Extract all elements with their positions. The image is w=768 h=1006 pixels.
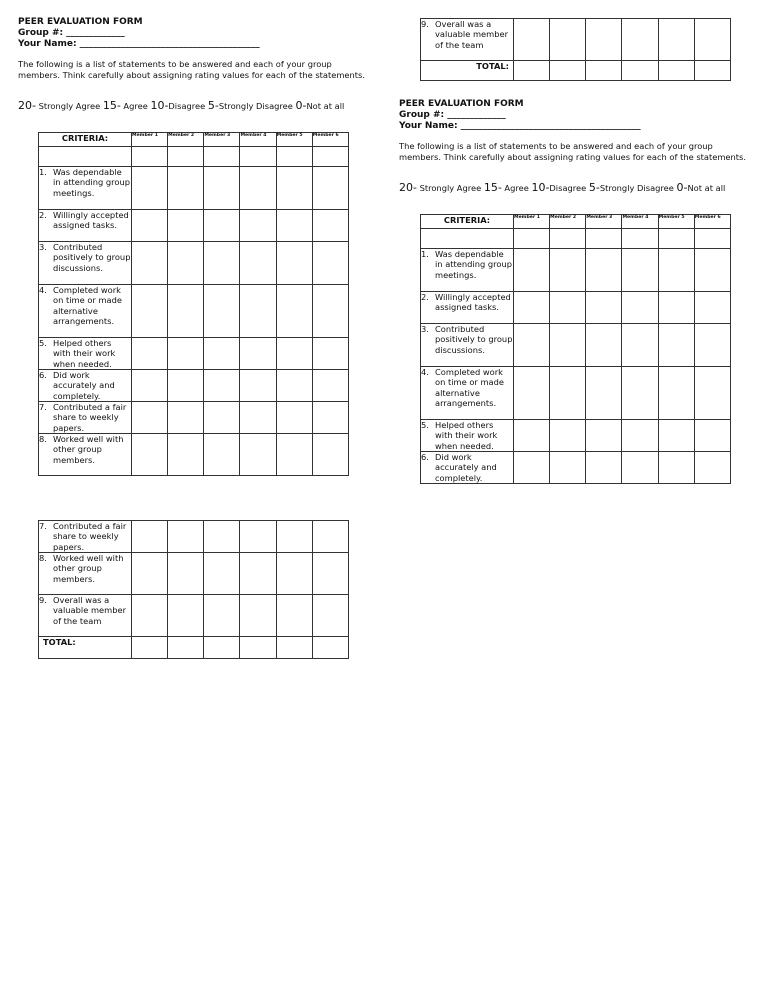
total-cell[interactable] <box>514 61 550 81</box>
table-row <box>421 324 731 367</box>
table-cell <box>39 147 132 167</box>
criterion-1 <box>39 167 132 210</box>
rating-cell[interactable] <box>240 521 276 553</box>
rating-cell[interactable] <box>204 370 240 402</box>
scale-num: 0- <box>676 181 688 194</box>
criterion-number: 6. <box>39 370 47 380</box>
form-header-left <box>18 17 260 50</box>
rating-cell[interactable] <box>312 338 348 370</box>
scale-label: Disagree <box>549 183 589 193</box>
table-row <box>39 434 349 476</box>
rating-cell[interactable] <box>276 521 312 553</box>
criterion-7 <box>39 521 132 553</box>
rating-cell[interactable] <box>132 167 168 210</box>
criterion-6 <box>421 452 514 484</box>
rating-cell[interactable] <box>622 452 658 484</box>
rating-cell[interactable] <box>132 147 168 167</box>
total-cell[interactable] <box>204 637 240 659</box>
form-title: PEER EVALUATION FORM <box>18 17 143 27</box>
scale-label: Strongly Disagree <box>599 183 677 193</box>
criterion-text: Was dependable in attending group meetings. <box>435 249 512 280</box>
rating-cell[interactable] <box>204 521 240 553</box>
rating-cell[interactable] <box>658 420 694 452</box>
table-cell <box>421 229 514 249</box>
total-cell[interactable] <box>586 61 622 81</box>
rating-cell[interactable] <box>694 19 730 61</box>
scale-num: 20- <box>18 99 36 112</box>
rating-cell[interactable] <box>658 452 694 484</box>
rating-cell[interactable] <box>514 229 550 249</box>
scale-label: Strongly Disagree <box>218 101 296 111</box>
scale-label: Disagree <box>168 101 208 111</box>
rating-cell[interactable] <box>240 402 276 434</box>
scale-num: 10- <box>150 99 169 112</box>
rating-cell[interactable] <box>694 367 730 420</box>
scale-num: 15- <box>102 99 121 112</box>
criterion-1 <box>421 249 514 292</box>
total-label: TOTAL: <box>39 637 132 659</box>
your-name-field[interactable]: Your Name: ________________________________________ <box>18 39 260 49</box>
rating-cell[interactable] <box>168 147 204 167</box>
rating-cell[interactable] <box>168 210 204 242</box>
member-header: Member 3 <box>204 133 240 147</box>
rating-cell[interactable] <box>514 452 550 484</box>
criterion-number: 3. <box>421 324 429 334</box>
rating-cell[interactable] <box>550 420 586 452</box>
criterion-5 <box>39 338 132 370</box>
criterion-number: 2. <box>421 292 429 302</box>
rating-cell[interactable] <box>586 292 622 324</box>
total-cell[interactable] <box>312 637 348 659</box>
criterion-text: Willingly accepted assigned tasks. <box>435 292 511 313</box>
member-header: Member 5 <box>658 215 694 229</box>
criterion-4 <box>421 367 514 420</box>
rating-cell[interactable] <box>276 370 312 402</box>
total-cell[interactable] <box>550 61 586 81</box>
rating-cell[interactable] <box>240 370 276 402</box>
rating-cell[interactable] <box>240 167 276 210</box>
scale-label: Strongly Agree <box>416 183 484 193</box>
rating-cell[interactable] <box>240 210 276 242</box>
rating-cell[interactable] <box>622 292 658 324</box>
criterion-text: Did work accurately and completely. <box>53 370 115 401</box>
rating-cell[interactable] <box>204 147 240 167</box>
rating-cell[interactable] <box>168 595 204 637</box>
rating-cell[interactable] <box>132 553 168 595</box>
rating-cell[interactable] <box>312 285 348 338</box>
rating-cell[interactable] <box>312 210 348 242</box>
criterion-number: 3. <box>39 242 47 252</box>
rating-cell[interactable] <box>586 324 622 367</box>
group-number-field[interactable]: Group #: _____________ <box>399 110 506 120</box>
criterion-9 <box>39 595 132 637</box>
rating-cell[interactable] <box>276 338 312 370</box>
table-row <box>39 167 349 210</box>
criterion-number: 1. <box>39 167 47 177</box>
criterion-number: 4. <box>39 285 47 295</box>
total-cell[interactable] <box>276 637 312 659</box>
member-header: Member 2 <box>550 215 586 229</box>
criterion-number: 9. <box>421 19 429 29</box>
table-row <box>39 338 349 370</box>
criterion-text: Contributed a fair share to weekly papers. <box>53 521 127 552</box>
criterion-text: Worked well with other group members. <box>53 434 124 465</box>
total-cell[interactable] <box>132 637 168 659</box>
instructions-text: The following is a list of statements to be answered and each of your group members. Think carefully about assigning rating values for each of the statements. <box>399 141 746 162</box>
rating-cell[interactable] <box>240 434 276 476</box>
rating-cell[interactable] <box>132 338 168 370</box>
criterion-text: Willingly accepted assigned tasks. <box>53 210 129 231</box>
rating-cell[interactable] <box>168 434 204 476</box>
table-row <box>421 249 731 292</box>
rating-scale <box>399 182 749 194</box>
rating-cell[interactable] <box>168 521 204 553</box>
rating-cell[interactable] <box>168 167 204 210</box>
criterion-2 <box>39 210 132 242</box>
criteria-header: CRITERIA: <box>39 133 132 147</box>
criterion-text: Overall was a valuable member of the team <box>53 595 127 626</box>
rating-cell[interactable] <box>276 434 312 476</box>
table-header-row <box>39 133 349 147</box>
evaluation-table-right-top <box>420 18 731 81</box>
rating-cell[interactable] <box>132 242 168 285</box>
criterion-3 <box>421 324 514 367</box>
rating-cell[interactable] <box>204 553 240 595</box>
rating-cell[interactable] <box>276 553 312 595</box>
table-row <box>39 242 349 285</box>
rating-cell[interactable] <box>312 242 348 285</box>
member-header: Member 1 <box>514 215 550 229</box>
criterion-text: Contributed positively to group discussions. <box>435 324 513 355</box>
criterion-number: 7. <box>39 402 47 412</box>
criterion-7 <box>39 402 132 434</box>
table-row <box>39 147 349 167</box>
rating-cell[interactable] <box>694 324 730 367</box>
rating-cell[interactable] <box>168 242 204 285</box>
member-header: Member 2 <box>168 133 204 147</box>
rating-cell[interactable] <box>240 553 276 595</box>
criterion-6 <box>39 370 132 402</box>
rating-cell[interactable] <box>514 249 550 292</box>
rating-cell[interactable] <box>240 338 276 370</box>
scale-label: Strongly Agree <box>35 101 103 111</box>
rating-cell[interactable] <box>312 434 348 476</box>
criterion-text: Contributed positively to group discussions. <box>53 242 131 273</box>
rating-cell[interactable] <box>550 324 586 367</box>
member-header: Member 6 <box>694 215 730 229</box>
criteria-header: CRITERIA: <box>421 215 514 229</box>
criterion-4 <box>39 285 132 338</box>
form-title: PEER EVALUATION FORM <box>399 99 524 109</box>
criterion-8 <box>39 434 132 476</box>
scale-label: Agree <box>501 183 532 193</box>
criterion-number: 6. <box>421 452 429 462</box>
member-header: Member 4 <box>622 215 658 229</box>
rating-cell[interactable] <box>658 324 694 367</box>
rating-cell[interactable] <box>204 434 240 476</box>
rating-cell[interactable] <box>312 521 348 553</box>
scale-label: Not at all <box>306 101 345 111</box>
rating-cell[interactable] <box>586 249 622 292</box>
rating-cell[interactable] <box>586 229 622 249</box>
group-number-field[interactable]: Group #: _____________ <box>18 28 125 38</box>
rating-cell[interactable] <box>204 595 240 637</box>
table-row <box>39 402 349 434</box>
rating-cell[interactable] <box>204 210 240 242</box>
rating-cell[interactable] <box>514 324 550 367</box>
rating-cell[interactable] <box>658 249 694 292</box>
rating-scale <box>18 100 368 112</box>
rating-cell[interactable] <box>658 229 694 249</box>
criterion-number: 4. <box>421 367 429 377</box>
rating-cell[interactable] <box>586 452 622 484</box>
rating-cell[interactable] <box>312 402 348 434</box>
rating-cell[interactable] <box>694 292 730 324</box>
member-header: Member 1 <box>132 133 168 147</box>
table-row <box>421 19 731 61</box>
rating-cell[interactable] <box>514 19 550 61</box>
scale-num: 10- <box>531 181 550 194</box>
total-cell[interactable] <box>622 61 658 81</box>
table-row <box>39 210 349 242</box>
criterion-number: 8. <box>39 434 47 444</box>
rating-cell[interactable] <box>204 338 240 370</box>
rating-cell[interactable] <box>550 249 586 292</box>
rating-cell[interactable] <box>586 420 622 452</box>
criterion-8 <box>39 553 132 595</box>
rating-cell[interactable] <box>240 242 276 285</box>
criterion-number: 5. <box>39 338 47 348</box>
rating-cell[interactable] <box>240 147 276 167</box>
rating-cell[interactable] <box>312 595 348 637</box>
rating-cell[interactable] <box>204 242 240 285</box>
total-row <box>39 637 349 659</box>
criterion-number: 9. <box>39 595 47 605</box>
rating-cell[interactable] <box>514 420 550 452</box>
rating-cell[interactable] <box>276 210 312 242</box>
rating-cell[interactable] <box>276 147 312 167</box>
rating-cell[interactable] <box>312 167 348 210</box>
criterion-text: Helped others with their work when needed. <box>435 420 498 451</box>
rating-cell[interactable] <box>132 210 168 242</box>
rating-cell[interactable] <box>550 19 586 61</box>
rating-cell[interactable] <box>240 595 276 637</box>
rating-cell[interactable] <box>276 285 312 338</box>
table-header-row <box>421 215 731 229</box>
rating-cell[interactable] <box>168 338 204 370</box>
rating-cell[interactable] <box>168 553 204 595</box>
total-cell[interactable] <box>658 61 694 81</box>
rating-cell[interactable] <box>276 595 312 637</box>
criterion-text: Completed work on time or made alternative arrangements. <box>435 367 505 408</box>
rating-cell[interactable] <box>312 553 348 595</box>
rating-cell[interactable] <box>312 370 348 402</box>
scale-num: 0- <box>295 99 307 112</box>
scale-label: Not at all <box>687 183 726 193</box>
member-header: Member 6 <box>312 133 348 147</box>
total-cell[interactable] <box>168 637 204 659</box>
rating-cell[interactable] <box>276 402 312 434</box>
criterion-text: Did work accurately and completely. <box>435 452 497 483</box>
total-row <box>421 61 731 81</box>
rating-cell[interactable] <box>622 19 658 61</box>
criterion-number: 1. <box>421 249 429 259</box>
rating-cell[interactable] <box>168 285 204 338</box>
table-row <box>39 285 349 338</box>
evaluation-table-left <box>38 132 349 476</box>
table-row <box>421 292 731 324</box>
instructions-text: The following is a list of statements to be answered and each of your group members. Think carefully about assigning rating values for each of the statements. <box>18 59 365 80</box>
rating-cell[interactable] <box>694 452 730 484</box>
criterion-9 <box>421 19 514 61</box>
table-row <box>421 452 731 484</box>
criterion-text: Helped others with their work when needed. <box>53 338 116 369</box>
rating-cell[interactable] <box>168 370 204 402</box>
rating-cell[interactable] <box>694 229 730 249</box>
rating-cell[interactable] <box>132 402 168 434</box>
criterion-number: 5. <box>421 420 429 430</box>
your-name-field[interactable]: Your Name: ________________________________________ <box>399 121 641 131</box>
rating-cell[interactable] <box>132 595 168 637</box>
member-header: Member 3 <box>586 215 622 229</box>
rating-cell[interactable] <box>204 285 240 338</box>
rating-cell[interactable] <box>204 167 240 210</box>
rating-cell[interactable] <box>514 292 550 324</box>
table-row <box>421 420 731 452</box>
rating-cell[interactable] <box>132 434 168 476</box>
rating-cell[interactable] <box>168 402 204 434</box>
scale-num: 20- <box>399 181 417 194</box>
table-row <box>39 370 349 402</box>
criterion-number: 8. <box>39 553 47 563</box>
rating-cell[interactable] <box>658 292 694 324</box>
rating-cell[interactable] <box>622 229 658 249</box>
rating-cell[interactable] <box>550 367 586 420</box>
rating-cell[interactable] <box>622 420 658 452</box>
criterion-number: 2. <box>39 210 47 220</box>
table-row <box>421 367 731 420</box>
rating-cell[interactable] <box>204 402 240 434</box>
rating-cell[interactable] <box>550 229 586 249</box>
rating-cell[interactable] <box>550 292 586 324</box>
form-header-right <box>399 99 641 132</box>
table-row <box>421 229 731 249</box>
total-label: TOTAL: <box>421 61 514 81</box>
rating-cell[interactable] <box>622 249 658 292</box>
scale-num: 15- <box>483 181 502 194</box>
table-row <box>39 553 349 595</box>
criterion-3 <box>39 242 132 285</box>
total-cell[interactable] <box>694 61 730 81</box>
rating-cell[interactable] <box>132 370 168 402</box>
criterion-number: 7. <box>39 521 47 531</box>
criterion-5 <box>421 420 514 452</box>
criterion-2 <box>421 292 514 324</box>
criterion-text: Worked well with other group members. <box>53 553 124 584</box>
rating-cell[interactable] <box>312 147 348 167</box>
evaluation-table-right <box>420 214 731 484</box>
rating-cell[interactable] <box>132 285 168 338</box>
rating-cell[interactable] <box>586 19 622 61</box>
rating-cell[interactable] <box>622 367 658 420</box>
member-header: Member 4 <box>240 133 276 147</box>
rating-cell[interactable] <box>622 324 658 367</box>
scale-num: 5- <box>588 181 600 194</box>
criterion-text: Was dependable in attending group meetings. <box>53 167 130 198</box>
rating-cell[interactable] <box>276 167 312 210</box>
rating-cell[interactable] <box>586 367 622 420</box>
rating-cell[interactable] <box>694 420 730 452</box>
rating-cell[interactable] <box>658 367 694 420</box>
rating-cell[interactable] <box>550 452 586 484</box>
table-row <box>39 521 349 553</box>
scale-label: Agree <box>120 101 151 111</box>
evaluation-table-left-continued <box>38 520 349 659</box>
member-header: Member 5 <box>276 133 312 147</box>
criterion-text: Completed work on time or made alternative arrangements. <box>53 285 123 326</box>
rating-cell[interactable] <box>694 249 730 292</box>
rating-cell[interactable] <box>276 242 312 285</box>
rating-cell[interactable] <box>514 367 550 420</box>
rating-cell[interactable] <box>132 521 168 553</box>
total-cell[interactable] <box>240 637 276 659</box>
scale-num: 5- <box>207 99 219 112</box>
table-row <box>39 595 349 637</box>
criterion-text: Contributed a fair share to weekly papers. <box>53 402 127 433</box>
rating-cell[interactable] <box>658 19 694 61</box>
rating-cell[interactable] <box>240 285 276 338</box>
criterion-text: Overall was a valuable member of the team <box>435 19 509 50</box>
